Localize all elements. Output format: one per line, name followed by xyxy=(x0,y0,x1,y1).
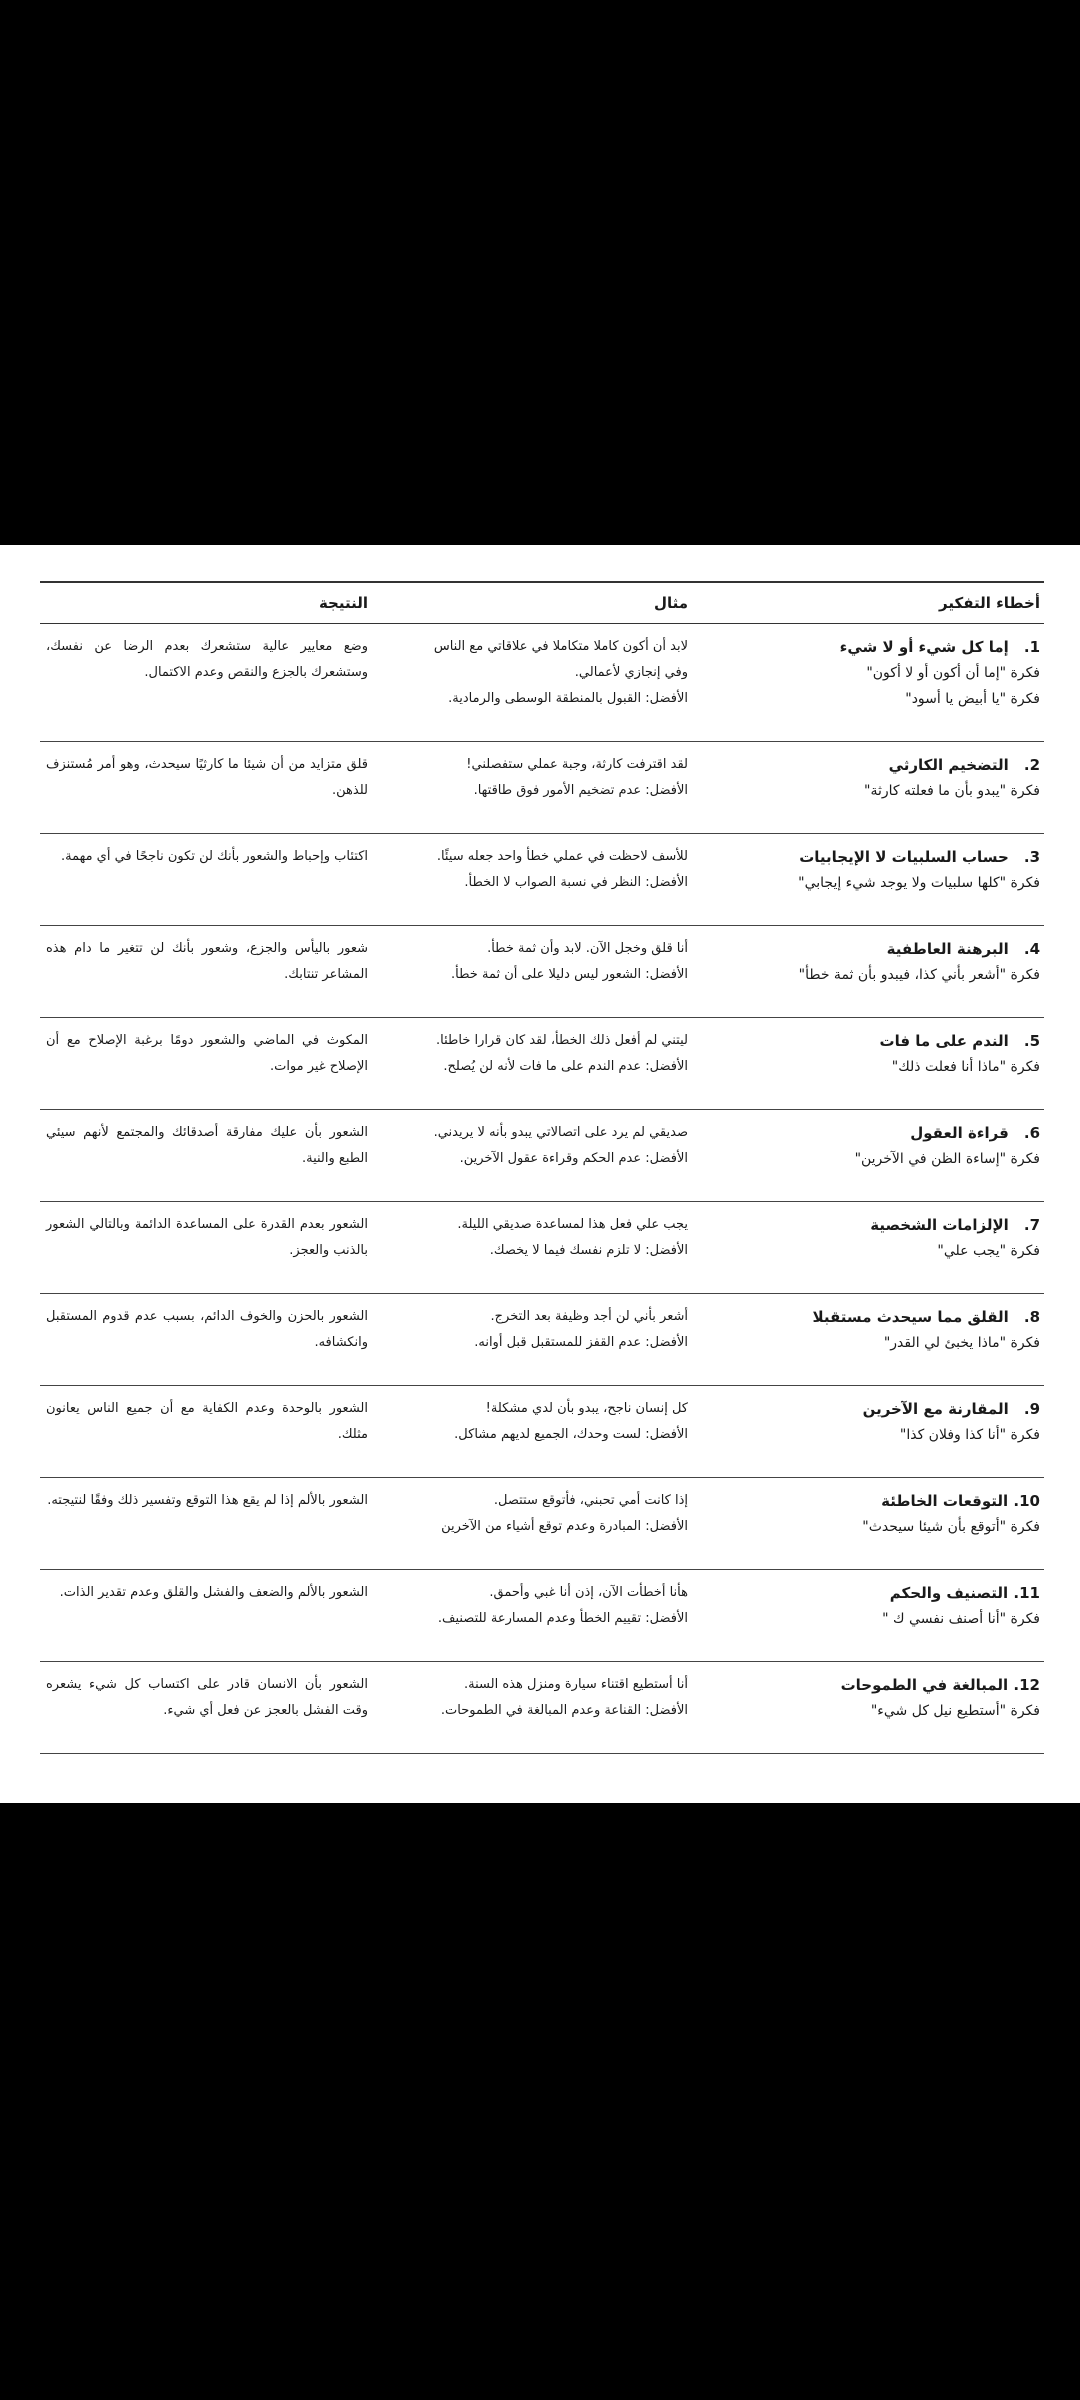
error-title xyxy=(692,844,1040,870)
error-idea: فكرة "ماذا يخبئ لي القدر" xyxy=(883,1335,1040,1351)
error-number: 3. xyxy=(1023,848,1040,866)
table-row xyxy=(40,1478,1044,1570)
error-cell xyxy=(692,936,1044,1017)
result-text: المكوث في الماضي والشعور دومًا برغبة الإصلاح مع أن الإصلاح غير موات. xyxy=(46,1033,368,1074)
example-cell xyxy=(372,1488,692,1569)
result-cell xyxy=(40,844,372,925)
example-line: الأفضل: القناعة وعدم المبالغة في الطموحات. xyxy=(440,1703,688,1718)
example-cell xyxy=(372,1672,692,1753)
example-line: الأفضل: لا تلزم نفسك فيما لا يخصك. xyxy=(489,1243,688,1258)
example-line: الأفضل: الشعور ليس دليلا على أن ثمة خطأ. xyxy=(451,967,688,982)
error-title-text: المبالغة في الطموحات xyxy=(840,1676,1009,1694)
error-title-text: البرهنة العاطفية xyxy=(886,940,1009,958)
result-text: شعور باليأس والجزع، وشعور بأنك لن تتغير ما دام هذه المشاعر تنتابك. xyxy=(46,941,368,982)
example-line: الأفضل: النظر في نسبة الصواب لا الخطأ. xyxy=(464,875,688,890)
result-cell xyxy=(40,1304,372,1385)
example-cell xyxy=(372,1304,692,1385)
error-title xyxy=(692,1120,1040,1146)
error-idea: فكرة "أنا كذا وفلان كذا" xyxy=(899,1427,1040,1443)
error-title-text: الندم على ما فات xyxy=(879,1032,1009,1050)
table-row xyxy=(40,624,1044,742)
error-title xyxy=(692,634,1040,660)
example-line: لابد أن أكون كاملا متكاملا في علاقاتي مع الناس xyxy=(433,639,688,654)
table-row xyxy=(40,834,1044,926)
error-cell xyxy=(692,1120,1044,1201)
error-idea: فكرة "كلها سلبيات ولا يوجد شيء إيجابي" xyxy=(798,875,1040,891)
table-row xyxy=(40,1110,1044,1202)
error-title-text: إما كل شيء أو لا شيء xyxy=(839,638,1009,656)
error-number: 4. xyxy=(1023,940,1040,958)
error-cell xyxy=(692,634,1044,741)
example-line: وفي إنجازي لأعمالي. xyxy=(574,665,688,680)
result-text: الشعور بأن عليك مفارقة أصدقائك والمجتمع لأنهم سيئي الطبع والنية. xyxy=(46,1125,368,1166)
error-cell xyxy=(692,1028,1044,1109)
table-row xyxy=(40,1294,1044,1386)
error-idea: فكرة "أشعر بأني كذا، فيبدو بأن ثمة خطأ" xyxy=(798,967,1040,983)
example-line: صديقي لم يرد على اتصالاتي يبدو بأنه لا يريدني. xyxy=(433,1125,688,1140)
example-line: الأفضل: القبول بالمنطقة الوسطى والرمادية. xyxy=(448,691,688,706)
example-line: ليتني لم أفعل ذلك الخطأ، لقد كان قرارا خاطئا. xyxy=(436,1033,688,1048)
error-title-text: التصنيف والحكم xyxy=(889,1584,1009,1602)
result-text: وضع معايير عالية ستشعرك بعدم الرضا عن نفسك، وستشعرك بالجزع والنقص وعدم الاكتمال. xyxy=(46,639,368,680)
result-cell xyxy=(40,1580,372,1661)
error-title-text: الإلزامات الشخصية xyxy=(870,1216,1009,1234)
error-title xyxy=(692,1488,1040,1514)
example-line: الأفضل: عدم الحكم وقراءة عقول الآخرين. xyxy=(459,1151,688,1166)
header-example: مثال xyxy=(653,594,688,612)
watermark xyxy=(6,1145,38,1685)
example-line: الأفضل: تقييم الخطأ وعدم المسارعة للتصنيف. xyxy=(437,1611,688,1626)
result-cell xyxy=(40,1396,372,1477)
thinking-errors-table xyxy=(40,581,1044,1754)
error-idea: فكرة "أستطيع نيل كل شيء" xyxy=(870,1703,1040,1719)
error-idea: فكرة "يبدو بأن ما فعلته كارثة" xyxy=(864,783,1040,799)
example-line: الأفضل: المبادرة وعدم توقع أشياء من الآخرين xyxy=(441,1519,688,1534)
header-errors: أخطاء التفكير xyxy=(939,594,1040,612)
error-title xyxy=(692,752,1040,778)
example-cell xyxy=(372,634,692,741)
header-result: النتيجة xyxy=(318,594,368,612)
error-number: 2. xyxy=(1023,756,1040,774)
example-cell xyxy=(372,1396,692,1477)
error-number: 8. xyxy=(1023,1308,1040,1326)
example-line: لقد اقترفت كارثة، وجبة عملي ستفصلني! xyxy=(466,757,688,772)
table-row xyxy=(40,926,1044,1018)
error-title-text: حساب السلبيات لا الإيجابيات xyxy=(799,848,1009,866)
result-text: الشعور بالألم والضعف والفشل والقلق وعدم تقدير الذات. xyxy=(59,1585,368,1600)
example-cell xyxy=(372,1028,692,1109)
example-line: أشعر بأني لن أجد وظيفة بعد التخرج. xyxy=(490,1309,688,1324)
result-cell xyxy=(40,1028,372,1109)
example-line: هأنا أخطأت الآن، إذن أنا غبي وأحمق. xyxy=(489,1585,688,1600)
result-text: الشعور بالحزن والخوف الدائم، بسبب عدم قدوم المستقبل وانكشافه. xyxy=(46,1309,368,1350)
table-row xyxy=(40,1570,1044,1662)
error-number: 11. xyxy=(1013,1584,1040,1602)
error-title xyxy=(692,1672,1040,1698)
table-body xyxy=(40,624,1044,1754)
example-cell xyxy=(372,752,692,833)
result-cell xyxy=(40,752,372,833)
example-line: كل إنسان ناجح، يبدو بأن لدي مشكلة! xyxy=(485,1401,688,1416)
table-row xyxy=(40,1018,1044,1110)
example-line: إذا كانت أمي تحبني، فأتوقع ستتصل. xyxy=(493,1493,688,1508)
example-line: الأفضل: عدم القفز للمستقبل قبل أوانه. xyxy=(474,1335,688,1350)
error-idea: فكرة "يجب علي" xyxy=(937,1243,1040,1259)
table-row xyxy=(40,1386,1044,1478)
result-text: الشعور بأن الانسان قادر على اكتساب كل شيء يشعره وقت الفشل بالعجز عن فعل أي شيء. xyxy=(46,1677,368,1718)
table-row xyxy=(40,742,1044,834)
error-cell xyxy=(692,752,1044,833)
error-idea: فكرة "أتوقع بأن شيئا سيحدث" xyxy=(862,1519,1040,1535)
example-line: الأفضل: لست وحدك، الجميع لديهم مشاكل. xyxy=(454,1427,688,1442)
error-title xyxy=(692,1028,1040,1054)
example-line: الأفضل: عدم الندم على ما فات لأنه لن يُصلح. xyxy=(443,1059,688,1074)
error-title-text: قراءة العقول xyxy=(910,1124,1009,1142)
table-row xyxy=(40,1202,1044,1294)
error-cell xyxy=(692,1212,1044,1293)
table-header xyxy=(40,581,1044,624)
example-line: أنا أستطيع اقتناء سيارة ومنزل هذه السنة. xyxy=(464,1677,688,1692)
error-number: 12. xyxy=(1013,1676,1040,1694)
result-cell xyxy=(40,1212,372,1293)
result-text: الشعور بعدم القدرة على المساعدة الدائمة وبالتالي الشعور بالذنب والعجز. xyxy=(46,1217,368,1258)
result-cell xyxy=(40,634,372,741)
error-title xyxy=(692,1304,1040,1330)
error-cell xyxy=(692,1488,1044,1569)
error-idea: فكرة "إساءة الظن في الآخرين" xyxy=(854,1151,1040,1167)
result-cell xyxy=(40,1488,372,1569)
result-cell xyxy=(40,1120,372,1201)
result-text: قلق متزايد من أن شيئا ما كارثيًا سيحدث، وهو أمر مُستنزف للذهن. xyxy=(46,757,368,798)
result-text: الشعور بالألم إذا لم يقع هذا التوقع وتفسير ذلك وفقًا لنتيجته. xyxy=(47,1493,368,1508)
error-idea: فكرة "أنا أصنف نفسي ك " xyxy=(882,1611,1040,1627)
error-cell xyxy=(692,844,1044,925)
error-cell xyxy=(692,1304,1044,1385)
error-idea: فكرة "يا أبيض يا أسود" xyxy=(905,691,1040,707)
error-number: 5. xyxy=(1023,1032,1040,1050)
error-title-text: التوقعات الخاطئة xyxy=(881,1492,1009,1510)
example-line: الأفضل: عدم تضخيم الأمور فوق طاقتها. xyxy=(473,783,688,798)
error-title xyxy=(692,936,1040,962)
example-cell xyxy=(372,1212,692,1293)
error-title xyxy=(692,1580,1040,1606)
error-number: 7. xyxy=(1023,1216,1040,1234)
example-line: يجب علي فعل هذا لمساعدة صديقي الليلة. xyxy=(457,1217,688,1232)
result-text: اكتئاب وإحباط والشعور بأنك لن تكون ناجحًا في أي مهمة. xyxy=(60,849,368,864)
example-cell xyxy=(372,1580,692,1661)
example-cell xyxy=(372,1120,692,1201)
error-title-text: المقارنة مع الآخرين xyxy=(862,1400,1009,1418)
error-title-text: القلق مما سيحدث مستقبلا xyxy=(812,1308,1009,1326)
error-cell xyxy=(692,1672,1044,1753)
result-cell xyxy=(40,1672,372,1753)
result-text: الشعور بالوحدة وعدم الكفاية مع أن جميع الناس يعانون مثلك. xyxy=(46,1401,368,1442)
example-cell xyxy=(372,844,692,925)
document-page xyxy=(0,545,1080,1803)
table-row xyxy=(40,1662,1044,1754)
error-cell xyxy=(692,1396,1044,1477)
error-title-text: التضخيم الكارثي xyxy=(888,756,1009,774)
result-cell xyxy=(40,936,372,1017)
error-title xyxy=(692,1212,1040,1238)
example-cell xyxy=(372,936,692,1017)
error-number: 6. xyxy=(1023,1124,1040,1142)
error-number: 9. xyxy=(1023,1400,1040,1418)
error-cell xyxy=(692,1580,1044,1661)
error-number: 1. xyxy=(1023,638,1040,656)
error-number: 10. xyxy=(1013,1492,1040,1510)
error-idea: فكرة "ماذا أنا فعلت ذلك" xyxy=(891,1059,1040,1075)
example-line: أنا قلق وخجل الآن. لابد وأن ثمة خطأ. xyxy=(487,941,688,956)
error-idea: فكرة "إما أن أكون أو لا أكون" xyxy=(866,665,1040,681)
error-title xyxy=(692,1396,1040,1422)
example-line: للأسف لاحظت في عملي خطأ واحد جعله سيئًا. xyxy=(436,849,688,864)
